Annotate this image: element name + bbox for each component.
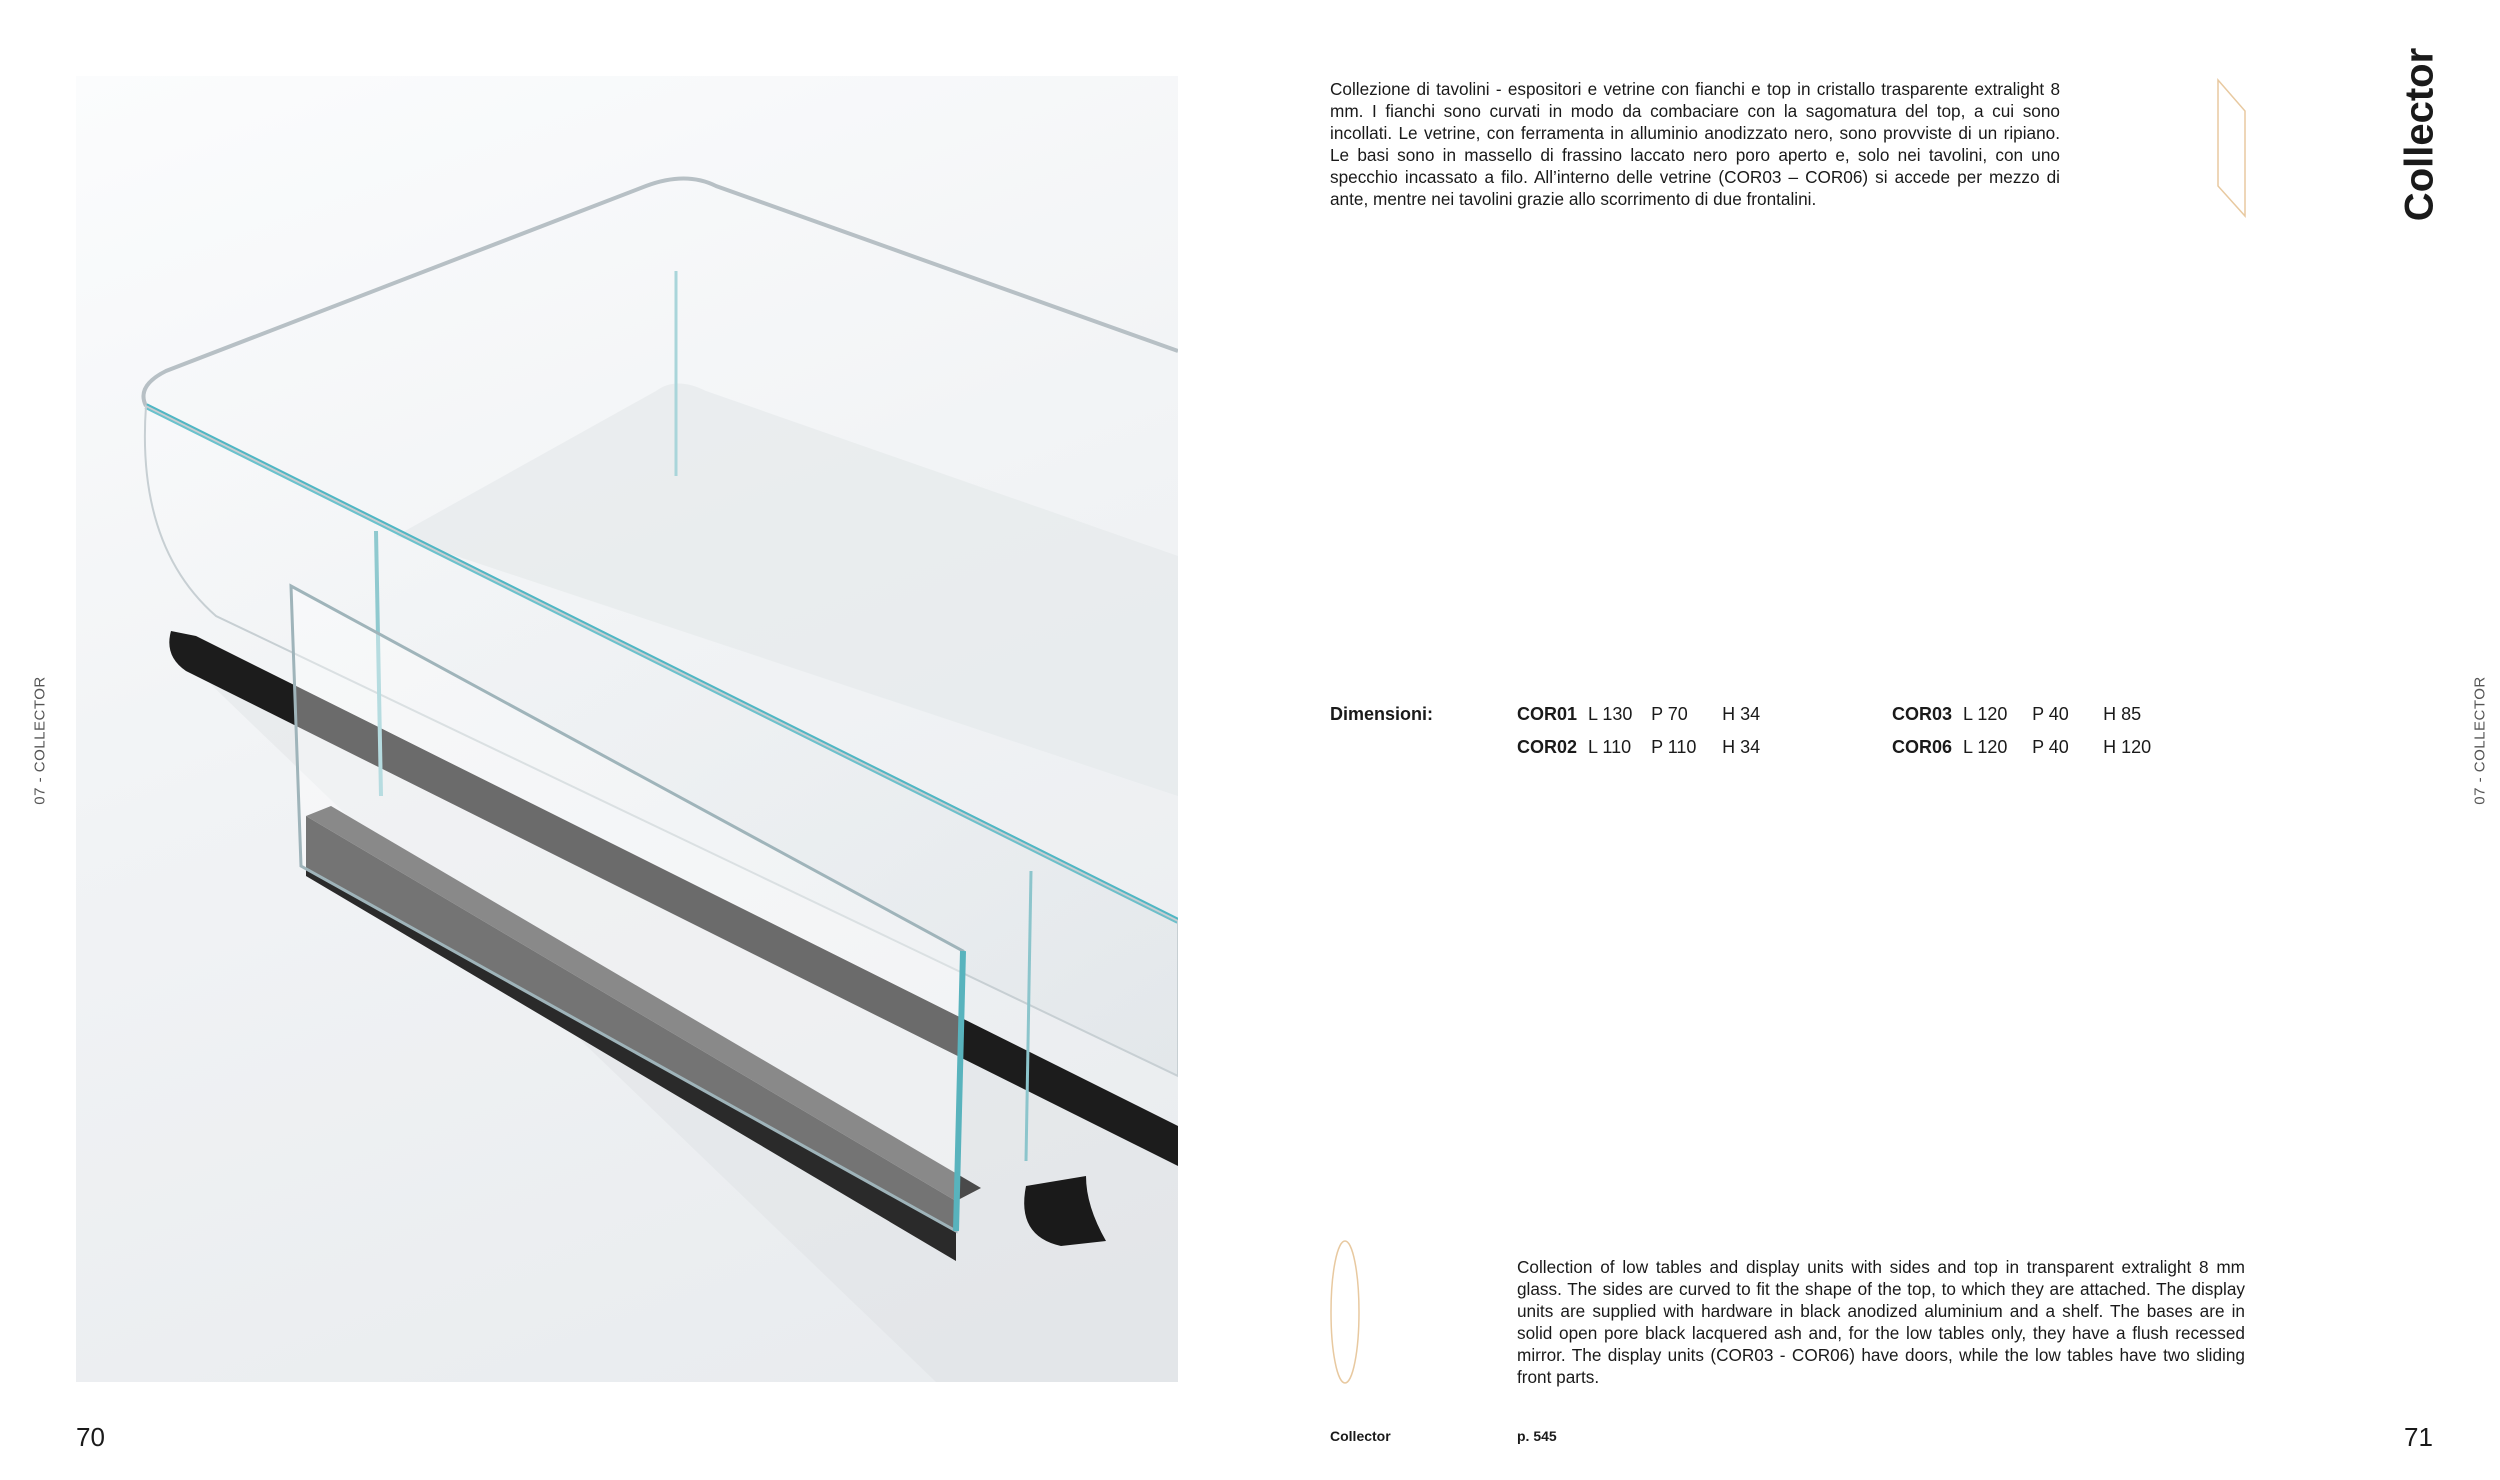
page-number-right: 71 [2404, 1422, 2433, 1452]
dimension-length: L 120 [1963, 737, 2008, 757]
model-code: COR02 [1517, 737, 1578, 757]
dimension-depth: P 110 [1651, 737, 1697, 757]
dimension-depth: P 70 [1651, 704, 1688, 724]
dimension-depth: P 40 [2032, 737, 2069, 757]
page-title: Collector [2397, 47, 2442, 222]
dimension-depth: P 40 [2032, 704, 2069, 724]
side-section-label-right: 07 - COLLECTOR [2471, 676, 2489, 805]
footer-collection-name: Collector [1330, 1428, 1391, 1444]
dimension-length: L 120 [1963, 704, 2008, 724]
dimension-height: H 85 [2103, 704, 2142, 724]
decorative-oval-icon [1328, 1238, 1362, 1386]
model-code: COR06 [1892, 737, 1953, 757]
page-number-left: 70 [76, 1422, 105, 1452]
decorative-parallelogram-icon [2210, 76, 2250, 221]
dimension-row-cor01 [1517, 704, 1760, 725]
dimensions-label: Dimensioni: [1330, 704, 1434, 724]
description-italian: Collezione di tavolini - espositori e vetrine con fianchi e top in cristallo trasparente extralight 8 mm. I fianchi sono curvati in modo da combaciare con la sagomatura del top, a cui sono incollati. Le vetrine, con ferramenta in alluminio anodizzato nero, sono provviste di un ripiano. Le basi sono in massello di frassino laccato nero poro aperto e, solo nei tavolini, con uno specchio incassato a filo. All’interno delle vetrine (COR03 – COR06) si accede per mezzo di ante, mentre nei tavolini grazie allo scorrimento di due frontalini. [1330, 79, 2060, 209]
dimension-length: L 130 [1588, 704, 1633, 724]
dimension-row-cor02 [1517, 737, 1760, 758]
product-photo [76, 76, 1178, 1382]
dimension-row-cor03 [1892, 704, 2141, 725]
description-english: Collection of low tables and display units with sides and top in transparent extralight 8 mm glass. The sides are curved to fit the shape of the top, to which they are attached. The display units are supplied with hardware in black anodized aluminium and a shelf. The bases are in solid open pore black lacquered ash and, for the low tables only, they have a flush recessed mirror. The display units (COR03 - COR06) have doors, while the low tables have two sliding front parts. [1517, 1257, 2245, 1387]
model-code: COR03 [1892, 704, 1953, 724]
dimension-height: H 120 [2103, 737, 2152, 757]
side-section-label-left: 07 - COLLECTOR [31, 676, 49, 805]
dimension-length: L 110 [1588, 737, 1632, 757]
dimension-height: H 34 [1722, 704, 1761, 724]
footer-page-reference: p. 545 [1517, 1428, 1557, 1444]
model-code: COR01 [1517, 704, 1578, 724]
dimension-height: H 34 [1722, 737, 1761, 757]
dimension-row-cor06 [1892, 737, 2151, 758]
